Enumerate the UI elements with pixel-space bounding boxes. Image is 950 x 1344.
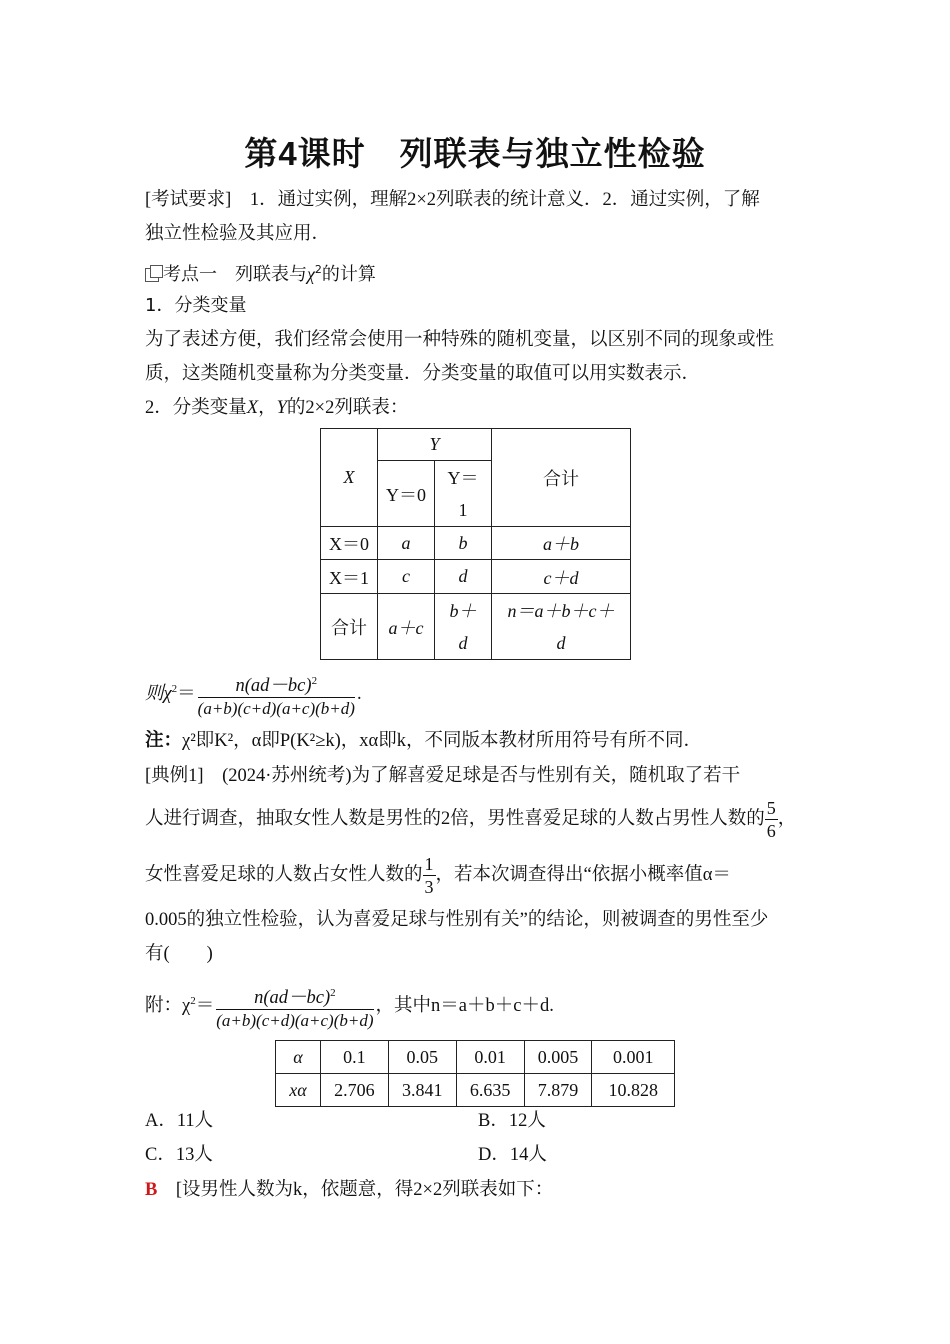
example-line-1: [典例1] (2024·苏州统考)为了解喜爱足球是否与性别有关，随机取了若干 — [145, 766, 741, 786]
appendix-formula: 附：$\chi^2=$ $\frac{n(ad-bc)^2}{(a+b)(c+d)(a+c)(b+d)}$ ，其中n＝a＋b＋c＋d. — [145, 978, 815, 1032]
title-number: 4 — [278, 135, 298, 172]
requirement-line-2 — [145, 220, 815, 248]
contingency-table — [320, 428, 631, 660]
table-row: X＝0 a b a＋b — [321, 527, 631, 560]
answer-line: B [设男性人数为k，依题意，得2×2列联表如下： — [145, 1180, 554, 1200]
header-y0: Y＝0 — [378, 461, 435, 527]
header-y1: Y＝ 1 — [435, 461, 492, 527]
note-line: 注：χ²即K²，α即P(K²≥k)，xα即k，不同版本教材所用符号有所不同． — [145, 730, 702, 751]
requirement-label: [考试要求] — [145, 190, 232, 210]
example-line-4: 0.005的独立性检验，认为喜爱足球与性别有关”的结论，则被调查的男性至少 — [145, 910, 769, 930]
option-c[interactable]: C．13人 — [145, 1145, 213, 1165]
table-row: X＝1 c d c＋d — [321, 560, 631, 594]
requirement-text-1: 1．通过实例，理解2×2列联表的统计意义．2．通过实例，了解 — [249, 190, 760, 210]
requirement-text-2: 独立性检验及其应用． — [145, 224, 331, 244]
example-line-5: 有( ) — [145, 944, 213, 964]
header-x: X — [321, 429, 378, 527]
section-heading: 考点一 列联表与$\chi^2$的计算 — [145, 256, 815, 289]
table-row: 合计 a＋c b＋ d n＝a＋b＋c＋ d — [321, 594, 631, 660]
chi-square-formula: 则$\chi^2=$ $\frac{n(ad-bc)^2}{(a+b)(c+d)(a+c)(b+d)}$ . — [145, 666, 815, 720]
table-row: α 0.1 0.05 0.01 0.005 0.001 — [276, 1041, 675, 1074]
critical-value-table — [275, 1040, 675, 1107]
item1-heading: 1．分类变量 — [145, 295, 247, 316]
option-d[interactable]: D．14人 — [478, 1145, 547, 1165]
example-line-3: 女性喜爱足球的人数占女性人数的 $\frac{1}{3}$ ，若本次调查得出“依据小概率值α＝ — [145, 854, 731, 898]
section-box-icon — [145, 265, 163, 283]
item1-paragraph-2: 质，这类随机变量称为分类变量．分类变量的取值可以用实数表示． — [145, 364, 701, 384]
item1-paragraph-1: 为了表述方便，我们经常会使用一种特殊的随机变量，以区别不同的现象或性 — [145, 330, 775, 350]
header-total: 合计 — [492, 429, 631, 527]
requirement-line-1 — [145, 186, 815, 214]
item2-heading: 2．分类变量X，Y的2×2列联表： — [145, 398, 409, 418]
table-row: xα 2.706 3.841 6.635 7.879 10.828 — [276, 1074, 675, 1107]
header-y: Y — [378, 429, 492, 461]
title-text: 课时 列联表与独立性检验 — [297, 134, 706, 173]
answer-letter: B — [145, 1180, 158, 1200]
option-a[interactable]: A．11人 — [145, 1111, 214, 1131]
option-b[interactable]: B．12人 — [478, 1111, 546, 1131]
page-title — [0, 128, 950, 175]
example-line-2: 人进行调查，抽取女性人数是男性的2倍，男性喜爱足球的人数占男性人数的 $\frac{5}{6}$ ， — [145, 798, 797, 842]
title-prefix: 第 — [244, 134, 279, 173]
